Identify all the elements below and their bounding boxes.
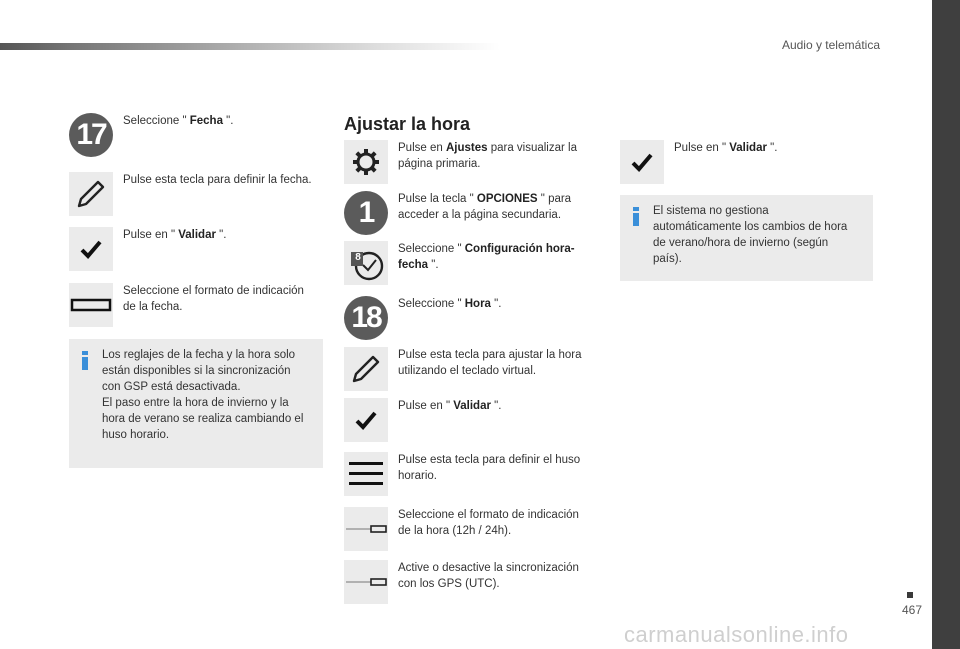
checkmark-icon — [620, 140, 664, 184]
info-text: El sistema no gestiona automáticamente los cambios de hora de verano/hora de invierno (según país). — [653, 205, 848, 265]
number-18-icon: 18 — [344, 296, 388, 340]
mid-step-4 — [344, 296, 598, 340]
info-icon — [633, 207, 639, 226]
number-17-icon: 17 — [69, 113, 113, 157]
gear-icon — [344, 140, 388, 184]
page-header-title: Audio y telemática — [781, 38, 880, 52]
mid-step-6 — [344, 398, 598, 442]
step-text: Pulse en " Validar ". — [674, 142, 778, 154]
mid-step-5 — [344, 347, 598, 391]
checkmark-icon — [344, 398, 388, 442]
left-step-2 — [69, 172, 323, 216]
info-box-dst — [620, 195, 873, 281]
left-step-4 — [69, 283, 323, 327]
mid-step-8 — [344, 507, 598, 551]
list-icon — [344, 452, 388, 496]
clock-icon — [344, 241, 388, 285]
mid-step-9 — [344, 560, 598, 604]
mid-step-7 — [344, 452, 598, 496]
right-step-1 — [620, 140, 874, 184]
number-1-icon: 1 — [344, 191, 388, 235]
step-text: Seleccione " Configuración hora-fecha ". — [398, 243, 575, 271]
step-text: Pulse esta tecla para definir el huso horario. — [398, 454, 581, 482]
step-text: Active o desactive la sincronización con los GPS (UTC). — [398, 562, 579, 590]
step-text: Seleccione el formato de indicación de la fecha. — [123, 285, 304, 313]
step-text: Seleccione " Hora ". — [398, 298, 502, 310]
step-text: Pulse la tecla " OPCIONES " para acceder a la página secundaria. — [398, 193, 572, 221]
step-text: Seleccione " Fecha ". — [123, 115, 234, 127]
pencil-icon — [69, 172, 113, 216]
checkmark-icon — [69, 227, 113, 271]
format-bar-icon — [69, 283, 113, 327]
step-text: Seleccione el formato de indicación de la hora (12h / 24h). — [398, 509, 579, 537]
toggle-icon — [344, 560, 388, 604]
info-icon — [82, 351, 88, 370]
toggle-icon — [344, 507, 388, 551]
step-text: Pulse en " Validar ". — [398, 400, 502, 412]
step-text: Pulse esta tecla para definir la fecha. — [123, 174, 312, 186]
mid-step-1 — [344, 140, 598, 184]
side-strip — [932, 0, 960, 649]
clock-badge: 8 — [355, 252, 361, 263]
section-title: Ajustar la hora — [344, 114, 471, 134]
mid-step-3 — [344, 241, 598, 285]
info-text: Los reglajes de la fecha y la hora solo están disponibles si la sincronización con GSP está desactivada. El paso entre la hora de invierno y la hora de verano se realiza cambiando el huso horario. — [102, 349, 304, 441]
left-step-1 — [69, 113, 323, 157]
page-marker — [907, 592, 913, 598]
pencil-icon — [344, 347, 388, 391]
watermark: carmanualsonline.info — [624, 622, 849, 647]
left-step-3 — [69, 227, 323, 271]
step-text: Pulse en Ajustes para visualizar la página primaria. — [398, 142, 577, 170]
info-box-date — [69, 339, 323, 468]
step-text: Pulse esta tecla para ajustar la hora utilizando el teclado virtual. — [398, 349, 582, 377]
mid-step-2 — [344, 191, 598, 235]
page-number: 467 — [902, 603, 923, 617]
header-gradient-bar — [0, 43, 500, 50]
step-text: Pulse en " Validar ". — [123, 229, 227, 241]
